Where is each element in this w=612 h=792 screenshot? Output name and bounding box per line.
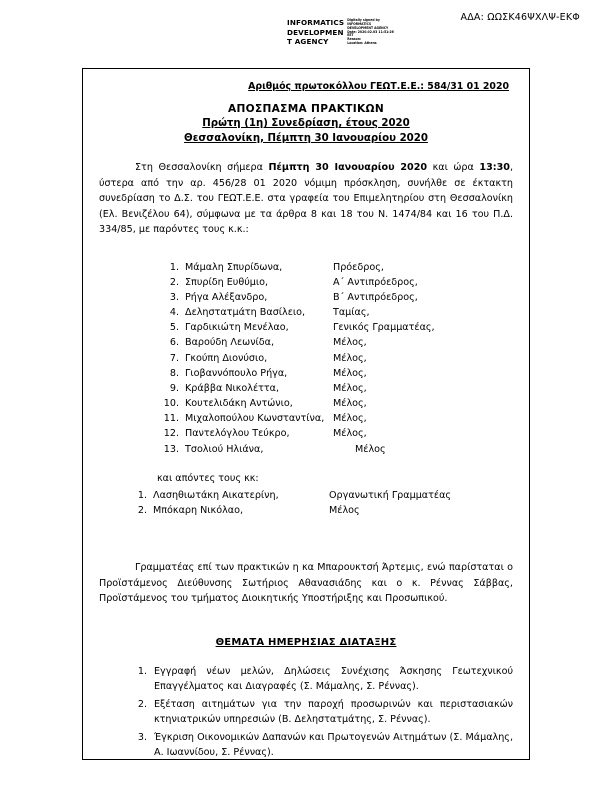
absent-members-header: και απόντες τους κκ: <box>157 472 259 484</box>
list-item: 1. Εγγραφή νέων μελών, Δηλώσεις Συνέχισης Άσκησης Γεωτεχνικού Επαγγέλματος και Διαγραφές (Σ. Μάμαλης, Σ. Ρέννας). <box>137 665 513 693</box>
list-item: 2. Εξέταση αιτημάτων για την παροχή προσωρινών και περιστασιακών κτηνιατρικών υπηρεσιών (Β. Δεληστατμάτης, Σ. Ρέννας). <box>137 698 513 726</box>
document-title-block <box>99 102 513 146</box>
list-item: 12. Παντελόγλου Τεύκρο, Μέλος, <box>163 428 367 440</box>
list-item: 9. Κράββα Νικολέττα, Μέλος, <box>169 382 367 394</box>
list-item: 2. Σπυρίδη Ευθύμιο, Α΄ Αντιπρόεδρος, <box>169 276 418 288</box>
document-body-frame <box>82 68 530 760</box>
list-item: 3. Έγκριση Οικονομικών Δαπανών και Πρωτογενών Αιτημάτων (Σ. Μάμαλης, Α. Ιωαννίδου, Σ. Ρέννας). <box>137 731 513 759</box>
secretary-paragraph: Γραμματέας επί των πρακτικών η κα Μπαρουκτσή Άρτεμις, ενώ παρίσταται ο Προϊστάμενος Διεύθυνσης Σωτήριος Αθανασιάδης και ο κ. Ρέννας Σάββας, Προϊστάμενος του τμήματος Διοικητικής Υποστήριξης και Προσωπικού. <box>99 562 513 605</box>
list-item: 3. Ρήγα Αλέξανδρο, Β΄ Αντιπρόεδρος, <box>169 291 418 303</box>
list-item: 11. Μιχαλοπούλου Κωνσταντίνα, Μέλος, <box>163 413 367 425</box>
list-item: 13. Τσολιού Ηλιάνα, Μέλος <box>163 443 386 455</box>
list-item: 5. Γαρδικιώτη Μενέλαο, Γενικός Γραμματέας, <box>169 322 435 334</box>
agenda-list <box>127 664 513 761</box>
present-members-list <box>157 260 513 457</box>
signature-details: Digitally signed by INFORMATICS DEVELOPMENT AGENCY Date: 2020.02.03 11:51:26 EET Reason: Location: Athens <box>347 18 394 46</box>
list-item: 10. Κουτελιδάκη Αντώνιο, Μέλος, <box>163 398 367 410</box>
list-item: 4. Δεληστατμάτη Βασίλειο, Ταμίας, <box>169 307 370 319</box>
digital-signature-stamp <box>287 18 393 47</box>
ada-code: ΑΔΑ: ΩΩΣΚ46ΨΧΛΨ-ΕΚΦ <box>460 12 580 23</box>
protocol-number: Αριθμός πρωτοκόλλου ΓΕΩΤ.Ε.Ε.: 584/31 01 2020 <box>248 81 509 92</box>
absent-members-list <box>129 488 513 518</box>
list-item: 8. Γιοβαννόπουλο Ρήγα, Μέλος, <box>169 367 367 379</box>
agenda-title: ΘΕΜΑΤΑ ΗΜΕΡΗΣΙΑΣ ΔΙΑΤΑΞΗΣ <box>215 636 397 648</box>
list-item: 6. Βαρούδη Λεωνίδα, Μέλος, <box>169 337 367 349</box>
signature-agency-name: INFORMATICS DEVELOPMEN T AGENCY <box>287 18 345 46</box>
session-subtitle: Πρώτη (1η) Συνεδρίαση, έτους 2020 <box>202 118 410 130</box>
list-item: 1. Μάμαλη Σπυρίδωνα, Πρόεδρος, <box>169 261 384 273</box>
intro-paragraph: Στη Θεσσαλονίκη σήμερα Πέμπτη 30 Ιανουαρίου 2020 και ώρα 13:30, ύστερα από την αρ. 456/28 01 2020 νόμιμη πρόσκληση, συνήλθε σε έκτακτη συνεδρίαση το Δ.Σ. του ΓΕΩΤ.Ε.Ε. στα γραφεία του Επιμελητηρίου στη Θεσσαλονίκη (Ελ. Βενιζέλου 64), σύμφωνα με τα άρθρα 8 και 18 του Ν. 1474/84 και 16 του Π.Δ. 334/85, με παρόντες τους κ.κ.: <box>99 162 514 236</box>
list-item: 2. Μπόκαρη Νικόλαο, Μέλος <box>137 504 360 516</box>
session-place-date: Θεσσαλονίκη, Πέμπτη 30 Ιανουαρίου 2020 <box>184 132 428 144</box>
list-item: 7. Γκούπη Διονύσιο, Μέλος, <box>169 352 367 364</box>
page-title: ΑΠΟΣΠΑΣΜΑ ΠΡΑΚΤΙΚΩΝ <box>227 103 385 115</box>
list-item: 1. Λασηθιωτάκη Αικατερίνη, Οργανωτική Γραμματέας <box>137 489 452 501</box>
